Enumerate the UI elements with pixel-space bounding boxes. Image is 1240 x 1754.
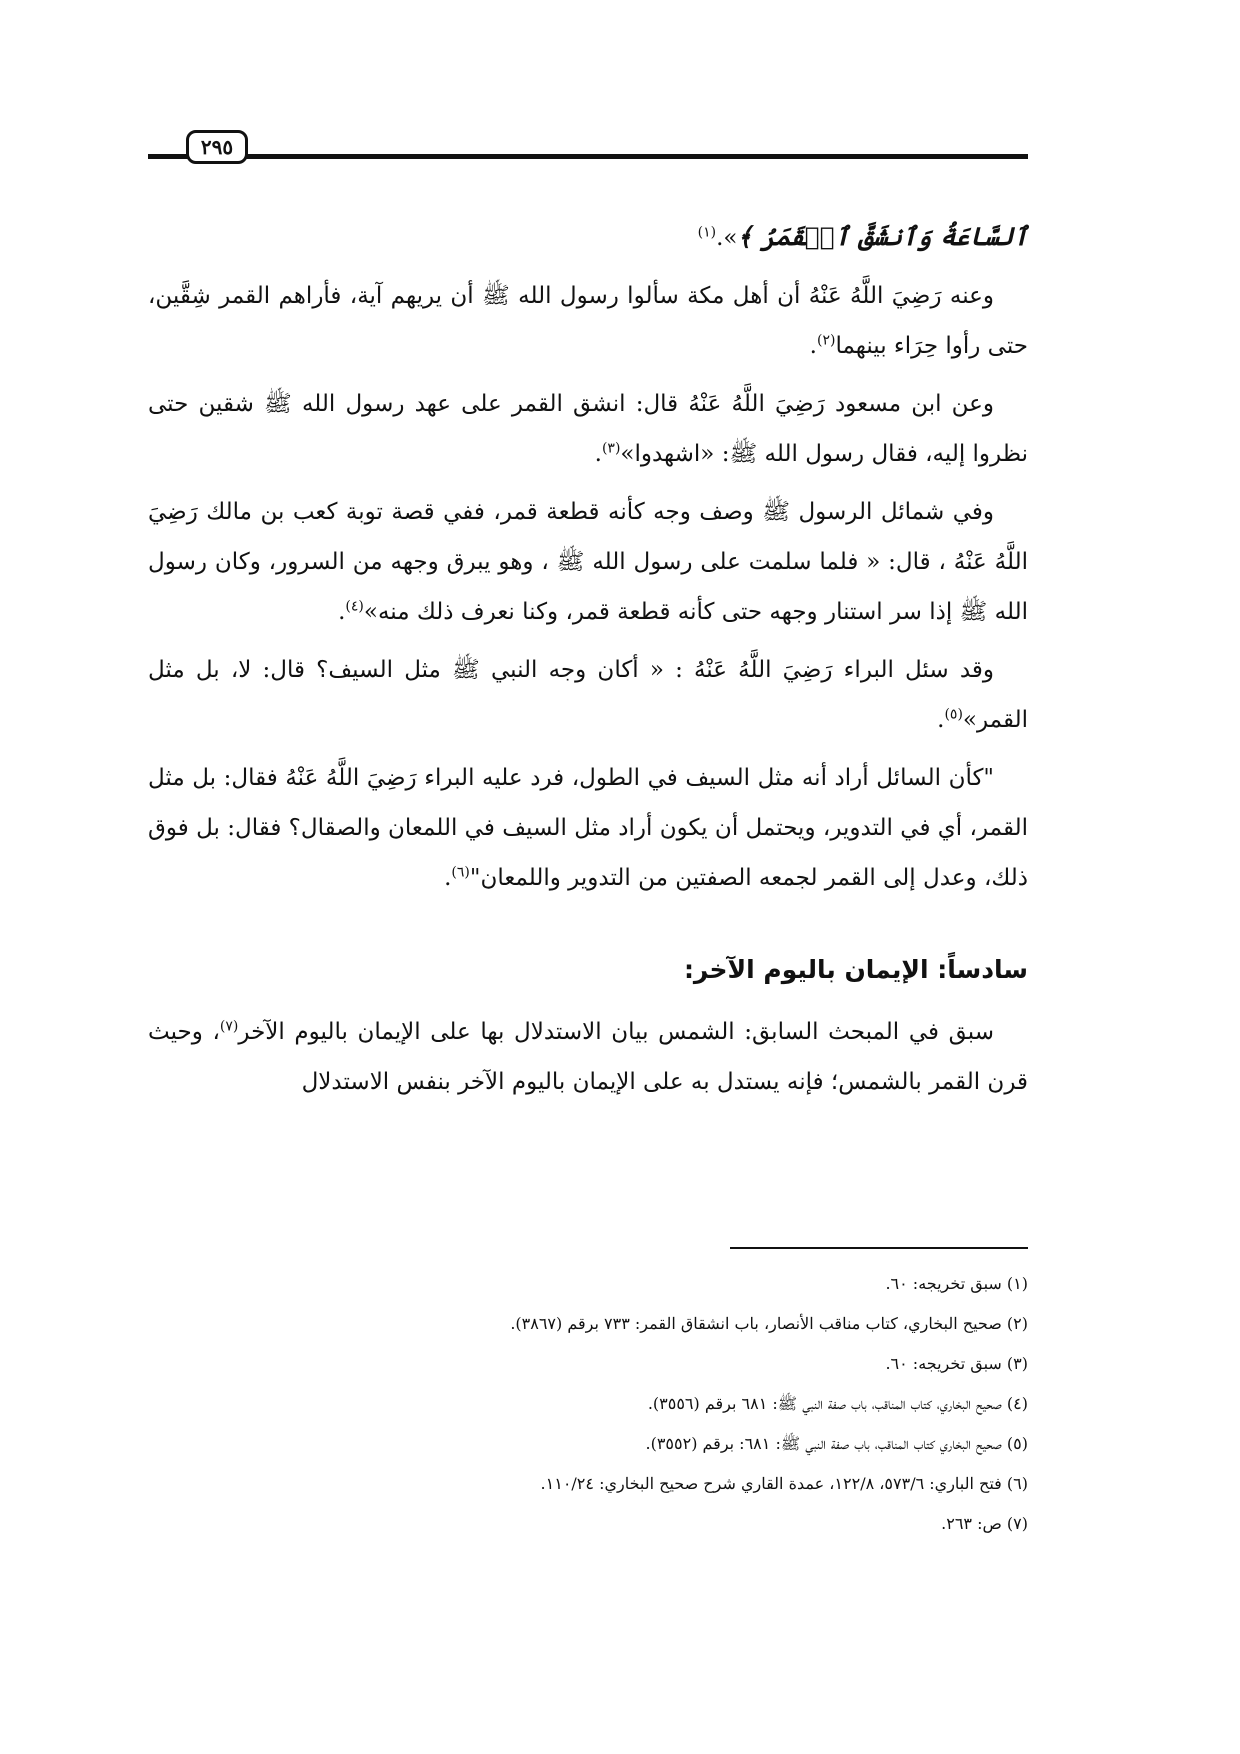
footnote-7: (٧) ص: ٢٦٣. (941, 1514, 1028, 1533)
footnote-1: (١) سبق تخريجه: ٦٠. (885, 1274, 1028, 1293)
footnote-ref-2[interactable]: (٢) (816, 332, 836, 349)
paragraph-5-text: "كأن السائل أراد أنه مثل السيف في الطول، فرد عليه البراء رَضِيَ اللَّهُ عَنْهُ فقال: بل مثل القمر، أي في التدوير، ويحتمل أن يكون أراد مثل السيف في اللمعان والصقال؟ فقال: بل فوق ذلك، وعدل إلى القمر لجمعه الصفتين من التدوير واللمعان" (148, 765, 1028, 891)
paragraph-1-text: وعنه رَضِيَ اللَّهُ عَنْهُ أن أهل مكة سألوا رسول الله ﷺ أن يريهم آية، فأراهم القمر شِقَّين، حتى رأوا حِرَاء بينهما (148, 283, 1028, 359)
footnote-4: (٤) صحيح البخاري، كتاب المناقب، باب صفة النبي ﷺ: ٦٨١ برقم (٣٥٥٦). (647, 1394, 1028, 1413)
footnote-ref-7[interactable]: (٧) (219, 1018, 239, 1035)
paragraph-5: "كأن السائل أراد أنه مثل السيف في الطول، فرد عليه البراء رَضِيَ اللَّهُ عَنْهُ فقال: بل مثل القمر، أي في التدوير، ويحتمل أن يكون أراد مثل السيف في اللمعان والصقال؟ فقال: بل فوق ذلك، وعدل إلى القمر لجمعه الصفتين من التدوير واللمعان"$^{(٦)}$. (148, 765, 1028, 891)
quran-verse: ٱلسَّاعَةُ وَٱنشَقَّ ٱلۡقَمَرُ ﴾ (737, 222, 1028, 251)
paragraph-6 (148, 1007, 1028, 1107)
paragraph-3: وفي شمائل الرسول ﷺ وصف وجه كأنه قطعة قمر، ففي قصة توبة كعب بن مالك رَضِيَ اللَّهُ عَنْهُ ، قال: « فلما سلمت على رسول الله ﷺ ، وهو يبرق وجهه من السرور، وكان رسول الله ﷺ إذا سر استنار وجهه حتى كأنه قطعة قمر، وكنا نعرف ذلك منه»$^{(٤)}$. (148, 499, 1028, 625)
section-heading: سادساً: الإيمان باليوم الآخر: (683, 955, 1028, 984)
paragraph-2: وعن ابن مسعود رَضِيَ اللَّهُ عَنْهُ قال: انشق القمر على عهد رسول الله ﷺ شقين حتى نظروا إليه، فقال رسول الله ﷺ: «اشهدوا»$^{(٣)}$. (148, 391, 1028, 467)
header-rule (148, 154, 1028, 159)
paragraph-4-text: وقد سئل البراء رَضِيَ اللَّهُ عَنْهُ : « أكان وجه النبي ﷺ مثل السيف؟ قال: لا، بل مثل القمر» (148, 657, 1028, 733)
footnote-ref-1[interactable]: (١) (697, 224, 717, 241)
footnote-ref-5[interactable]: (٥) (944, 706, 963, 723)
footnote-ref-6[interactable]: (٦) (451, 864, 470, 881)
verse-suffix: ». (716, 225, 738, 251)
footnote-ref-3[interactable]: (٣) (601, 440, 621, 457)
paragraph-2-text: وعن ابن مسعود رَضِيَ اللَّهُ عَنْهُ قال: انشق القمر على عهد رسول الله ﷺ شقين حتى نظروا إليه، فقال رسول الله ﷺ: «اشهدوا» (148, 391, 1028, 467)
footnote-6: (٦) فتح الباري: ٥٧٣/٦، ١٢٢/٨، عمدة القاري شرح صحيح البخاري: ١١٠/٢٤. (540, 1474, 1028, 1493)
verse-line (148, 212, 1028, 263)
footnotes (148, 1264, 1028, 1544)
page-number: ٢٩٥ (186, 130, 248, 164)
footnote-2: (٢) صحيح البخاري، كتاب مناقب الأنصار، باب انشقاق القمر: ٧٣٣ برقم (٣٨٦٧). (510, 1314, 1028, 1333)
paragraph-1: وعنه رَضِيَ اللَّهُ عَنْهُ أن أهل مكة سألوا رسول الله ﷺ أن يريهم آية، فأراهم القمر شِقَّين، حتى رأوا حِرَاء بينهما$^{(٢)}$. (148, 283, 1028, 359)
footnote-3: (٣) سبق تخريجه: ٦٠. (885, 1354, 1028, 1373)
paragraph-6-text-b: ، وحيث قرن القمر بالشمس؛ فإنه يستدل به على الإيمان باليوم الآخر بنفس الاستدلال (148, 1019, 1028, 1095)
footnote-ref-4[interactable]: (٤) (345, 598, 364, 615)
footnote-5: (٥) صحيح البخاري كتاب المناقب، باب صفة النبي ﷺ: ٦٨١: برقم (٣٥٥٢). (645, 1434, 1028, 1453)
paragraph-3-text: وفي شمائل الرسول ﷺ وصف وجه كأنه قطعة قمر، ففي قصة توبة كعب بن مالك رَضِيَ اللَّهُ عَنْهُ ، قال: « فلما سلمت على رسول الله ﷺ ، وهو يبرق وجهه من السرور، وكان رسول الله ﷺ إذا سر استنار وجهه حتى كأنه قطعة قمر، وكنا نعرف ذلك منه» (148, 499, 1028, 625)
footnote-separator (730, 1247, 1028, 1249)
main-text (148, 212, 1028, 1115)
paragraph-4: وقد سئل البراء رَضِيَ اللَّهُ عَنْهُ : « أكان وجه النبي ﷺ مثل السيف؟ قال: لا، بل مثل القمر»$^{(٥)}$. (148, 657, 1028, 733)
paragraph-6-text-a: سبق في المبحث السابق: الشمس بيان الاستدلال بها على الإيمان باليوم الآخر (238, 1019, 994, 1045)
